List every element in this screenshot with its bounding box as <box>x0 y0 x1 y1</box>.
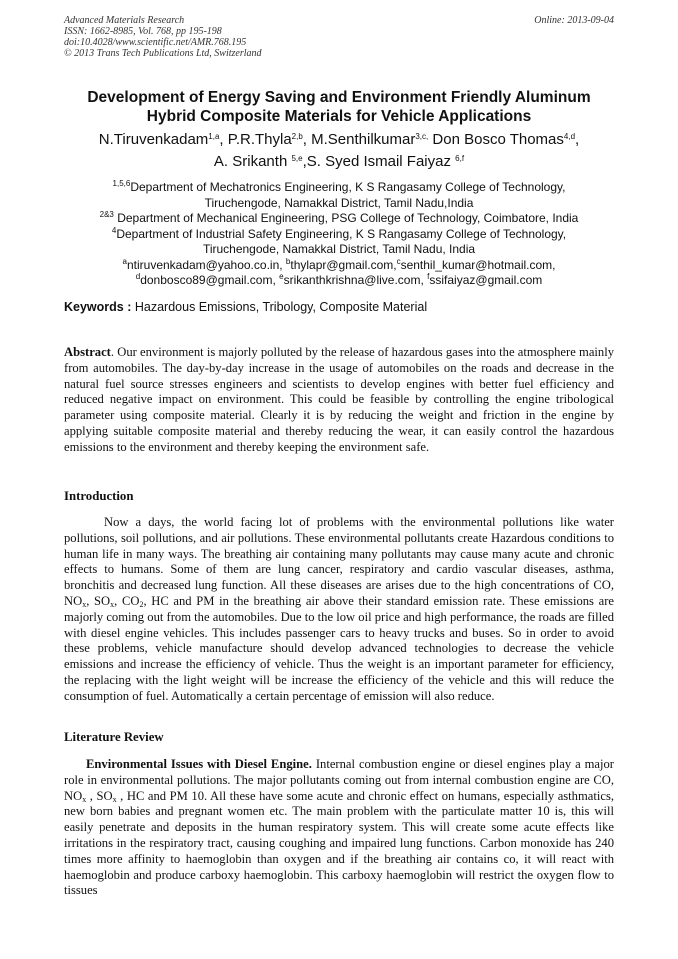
abstract-label: Abstract <box>64 345 111 359</box>
affiliation-marker: 1,5,6 <box>112 179 131 188</box>
email-marker: f <box>427 272 430 281</box>
affiliation-text: Tiruchengode, Namakkal District, Tamil Nadu, India <box>202 242 476 256</box>
author-separator: , <box>575 131 580 148</box>
introduction-heading: Introduction <box>64 489 134 503</box>
affiliation-text: Department of Industrial Safety Engineering, K S Rangasamy College of Technology, <box>116 226 567 241</box>
author-affiliation-marker: 1,a <box>208 132 220 141</box>
affiliation-text: Tiruchengode, Namakkal District, Tamil Nadu,India <box>204 195 474 210</box>
email-text: senthil_kumar@hotmail.com, <box>400 257 556 272</box>
authors-line-2 <box>30 151 648 173</box>
author-name: Don Bosco Thomas <box>432 131 564 148</box>
lit-text: , HC and PM 10. All these have some acute and chronic effect on humans, especially asthmatics, new born babies and pregnant women etc. The main problem with the particulate matter 10 is, this will easily penetrate and deposits in the human respiratory system. This will create some acute effects like irritations in the respiratory tract, causing coughing and impaired lung functions. Carbon monoxide has 240 times more affinity to haemoglobin than oxygen and if the breathing air contains co, it will react with haemoglobin and produce carboxy haemoglobin. This carboxy haemoglobin will restrict the oxygen flow to tissues <box>64 788 614 898</box>
subscript: 2 <box>139 599 144 609</box>
affiliations <box>30 180 648 289</box>
author-separator: , <box>302 153 307 170</box>
introduction-paragraph <box>64 515 614 705</box>
author-affiliation-marker: 6,f <box>455 154 465 163</box>
affiliation-line <box>30 211 648 227</box>
affiliation-text: Department of Mechatronics Engineering, K S Rangasamy College of Technology, <box>130 180 566 194</box>
author-name: N.Tiruvenkadam <box>98 131 209 148</box>
subscript: x <box>110 599 115 609</box>
author-name: S. Syed Ismail Faiyaz <box>306 153 456 170</box>
author-affiliation-marker: 5,e <box>291 154 303 163</box>
online-date: Online: 2013-09-04 <box>534 15 614 26</box>
literature-review-heading: Literature Review <box>64 730 164 744</box>
affiliation-marker: 4 <box>111 225 117 235</box>
abstract <box>64 345 614 456</box>
author-affiliation-marker: 2,b <box>291 132 303 141</box>
intro-text: Now a days, the world facing lot of problems with the environmental pollutions like water pollutions, soil pollutions, and air pollutions. These environmental pollutants create Hazardous conditions to human life in many ways. The breathing air containing many pollutants may cause many acute and chronic effects to humans. Some of them are lung cancer, respiratory and cardio vascular diseases, asthma, bronchitis and decreased lung function. All these diseases are arises due to the high concentrations of CO, NO <box>64 515 614 608</box>
email-line <box>30 258 648 274</box>
author-affiliation-marker: 3,c, <box>415 132 429 141</box>
email-marker: d <box>135 272 141 281</box>
intro-text: , HC and PM in the breathing air above their standard emission rate. These emissions are majorly coming out from the automobiles. Due to the low oil price and high performance, the roads are filled with diesel engine vehicles. This includes passenger cars to heavy trucks and buses. So in order to avoid these problems, vehicle manufacture should develop advanced technologies to decrease the vehicle emissions and increase the efficiency of vehicle. Thus the weight is an important parameter for efficiency, the replacing with the light weight will be increase the efficiency of the vehicle and this will reduce the consumption of fuel. Automatically a certain percentage of emission will also reduce. <box>64 593 614 703</box>
email-text: ntiruvenkadam@yahoo.co.in, <box>126 257 286 272</box>
journal-name: Advanced Materials Research <box>64 15 185 26</box>
email-marker: e <box>279 272 284 281</box>
affiliation-text: Department of Mechanical Engineering, PSG College of Technology, Coimbatore, India <box>113 211 579 225</box>
email-marker: c <box>396 256 401 266</box>
author-separator: , <box>302 131 312 148</box>
affiliation-line <box>30 242 648 258</box>
keywords-text: Hazardous Emissions, Tribology, Composite Material <box>131 300 428 314</box>
subscript: x <box>112 794 117 804</box>
email-text: thylapr@gmail.com, <box>290 257 397 272</box>
journal-copyright: © 2013 Trans Tech Publications Ltd, Switzerland <box>64 48 262 59</box>
title-line-2: Hybrid Composite Materials for Vehicle Applications <box>146 108 532 125</box>
email-text: ssifaiyaz@gmail.com <box>429 273 543 287</box>
lit-text: , SO <box>86 788 113 803</box>
title-line-1: Development of Energy Saving and Environment Friendly Aluminum <box>87 89 591 106</box>
author-affiliation-marker: 4,d <box>563 132 576 141</box>
literature-paragraph <box>64 757 614 899</box>
abstract-text: . Our environment is majorly polluted by the release of hazardous gases into the atmosphere mainly from automobiles. The day-by-day increase in the usage of automobiles on the roads and decrease in the natural fuel source stresses engineers and scientists to develop engines with better fuel efficiency and reduced negative impact on environment. This could be feasible by controlling the engine tribological parameter using composite material. Clearly it is by reducing the weight and friction in the engine by applying suitable composite material and thereby reducing the wear, it can easily control the hazardous emissions to the environment and thereby keeping the environment safe. <box>64 345 614 454</box>
affiliation-line <box>30 227 648 243</box>
subsection-lead: Environmental Issues with Diesel Engine. <box>86 757 312 771</box>
affiliation-marker: 2&3 <box>99 210 114 219</box>
email-marker: b <box>285 256 291 266</box>
author-name: M.Senthilkumar <box>311 131 416 148</box>
affiliation-line <box>30 196 648 212</box>
email-text: srikanthkrishna@live.com, <box>283 273 428 287</box>
author-list <box>30 129 648 173</box>
affiliation-line <box>30 180 648 196</box>
author-name: A. Srikanth <box>213 153 292 170</box>
author-name: P.R.Thyla <box>227 131 292 148</box>
intro-text: , CO <box>114 593 140 608</box>
lit-text: Internal combustion engine or diesel engines play a major role in environmental pollutions. The major pollutants coming out from internal combustion engine are CO, NO <box>64 757 614 803</box>
subscript: x <box>82 599 87 609</box>
paper-title <box>40 88 638 126</box>
keywords-label: Keywords : <box>64 300 132 314</box>
intro-text: , SO <box>86 593 111 608</box>
journal-issn: ISSN: 1662-8985, Vol. 768, pp 195-198 <box>64 26 222 37</box>
email-line <box>30 273 648 289</box>
journal-header <box>64 15 262 59</box>
author-separator: , <box>219 131 228 148</box>
journal-doi: doi:10.4028/www.scientific.net/AMR.768.195 <box>64 37 247 48</box>
subscript: x <box>82 794 87 804</box>
email-text: donbosco89@gmail.com, <box>140 273 280 287</box>
keywords <box>64 300 427 315</box>
authors-line-1 <box>30 129 648 151</box>
email-marker: a <box>122 256 127 266</box>
